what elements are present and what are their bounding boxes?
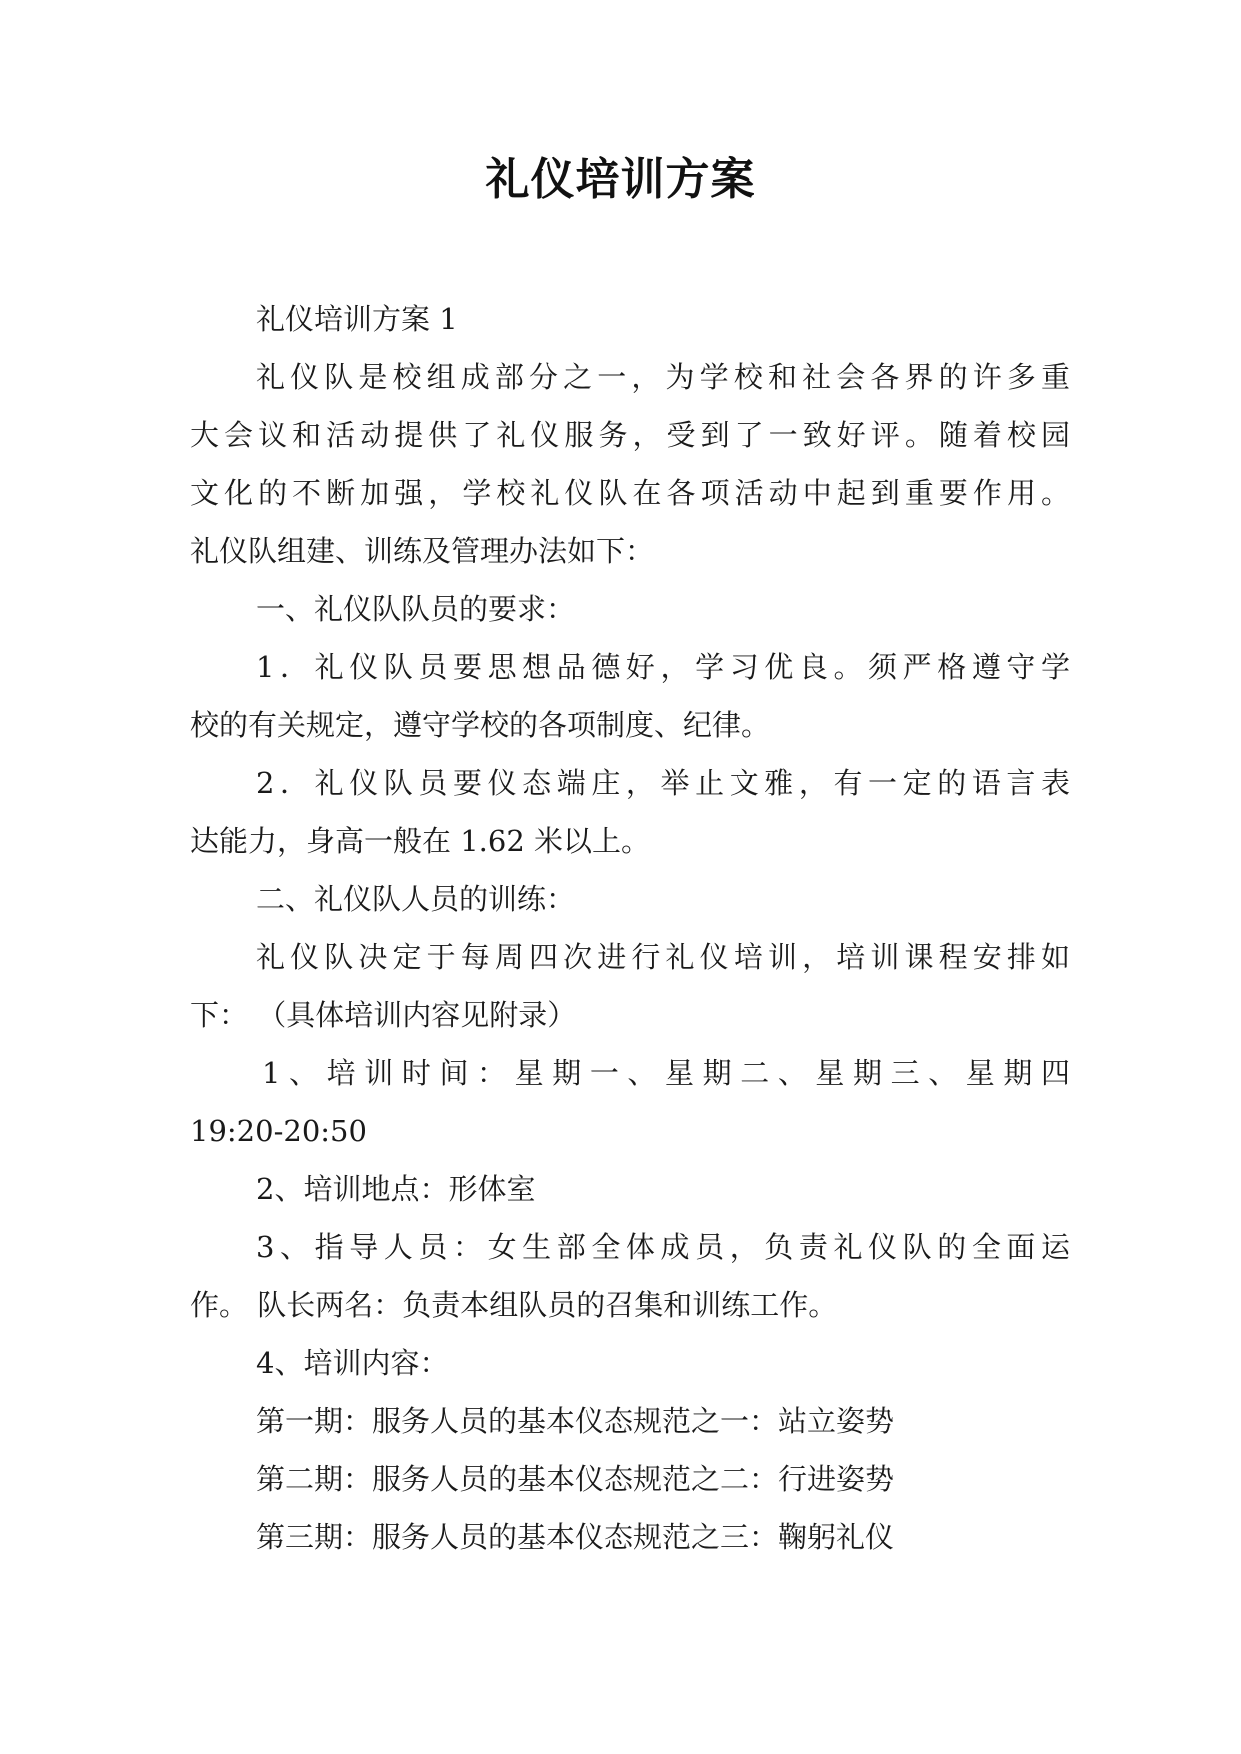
paragraph-line: 1．礼仪队员要思想品德好，学习优良。须严格遵守学 <box>256 650 1070 684</box>
paragraph-line: 2．礼仪队员要仪态端庄，举止文雅，有一定的语言表 <box>256 766 1070 800</box>
section-heading: 二、礼仪队人员的训练： <box>256 882 576 916</box>
document-body <box>190 290 1070 1566</box>
paragraph-line: 2、培训地点：形体室 <box>256 1172 536 1206</box>
paragraph-line: 19:20-20:50 <box>190 1114 367 1148</box>
document-title: 礼仪培训方案 <box>485 154 756 205</box>
paragraph-line: 作。 队长两名：负责本组队员的召集和训练工作。 <box>190 1288 838 1322</box>
paragraph-line: 文化的不断加强，学校礼仪队在各项活动中起到重要作用。 <box>190 476 1070 510</box>
section-heading: 一、礼仪队队员的要求： <box>256 592 576 626</box>
paragraph-line: 礼仪队决定于每周四次进行礼仪培训，培训课程安排如 <box>256 940 1070 974</box>
section-heading: 礼仪培训方案 1 <box>256 302 458 336</box>
paragraph-line: 达能力，身高一般在 1.62 米以上。 <box>190 824 651 858</box>
paragraph-line: 下： （具体培训内容见附录） <box>190 998 577 1032</box>
paragraph-line: 4、培训内容： <box>256 1346 449 1380</box>
paragraph-line: 大会议和活动提供了礼仪服务，受到了一致好评。随着校园 <box>190 418 1070 452</box>
paragraph-line: 校的有关规定，遵守学校的各项制度、纪律。 <box>190 708 771 742</box>
paragraph-line: 1、培训时间：星期一、星期二、星期三、星期四 <box>262 1056 1070 1090</box>
list-item: 第二期：服务人员的基本仪态规范之二：行进姿势 <box>256 1462 895 1496</box>
paragraph-line: 3、指导人员：女生部全体成员，负责礼仪队的全面运 <box>256 1230 1070 1264</box>
paragraph-line: 礼仪队组建、训练及管理办法如下： <box>190 534 655 568</box>
list-item: 第三期：服务人员的基本仪态规范之三：鞠躬礼仪 <box>256 1520 895 1554</box>
paragraph-line: 礼仪队是校组成部分之一，为学校和社会各界的许多重 <box>256 360 1070 394</box>
list-item: 第一期：服务人员的基本仪态规范之一：站立姿势 <box>256 1404 895 1438</box>
